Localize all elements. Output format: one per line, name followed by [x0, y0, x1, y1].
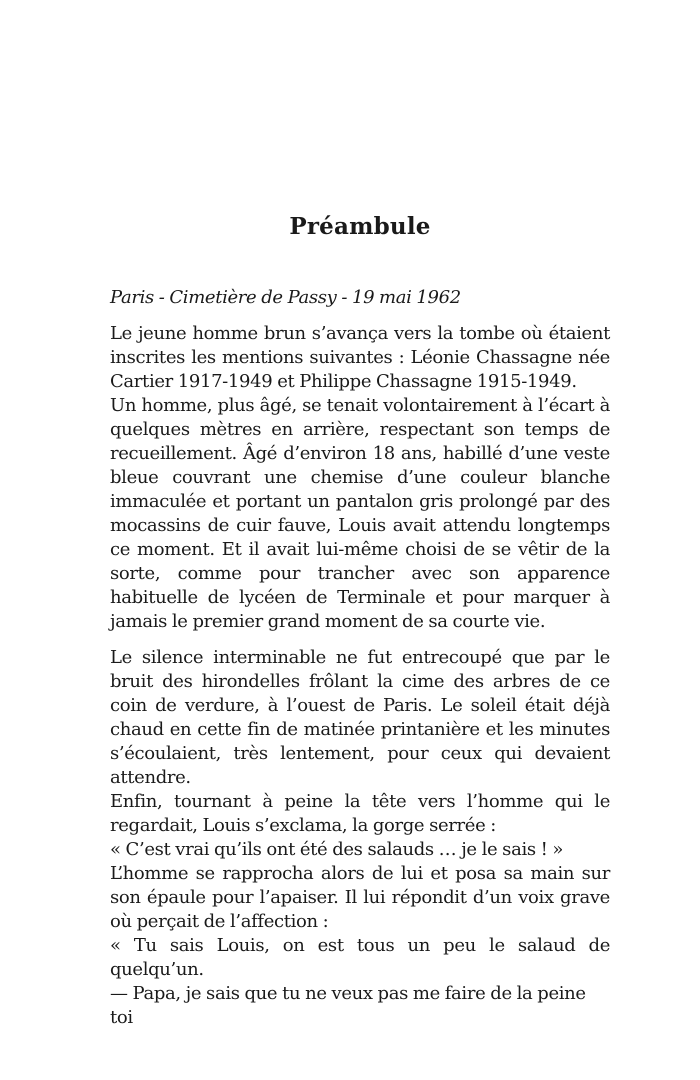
- dateline: Paris - Cimetière de Passy - 19 mai 1962: [110, 287, 461, 308]
- chapter-title: Préambule: [289, 213, 431, 240]
- paragraph: L’homme se rapprocha alors de lui et posa sa main sur son épaule pour l’apaiser. Il lui répondit d’un voix grave où perçait de l’affection :: [110, 863, 610, 932]
- paragraph: Enfin, tournant à peine la tête vers l’homme qui le regardait, Louis s’exclama, la gorge serrée :: [110, 791, 610, 836]
- paragraph: — Papa, je sais que tu ne veux pas me faire de la peine toi: [110, 983, 586, 1028]
- paragraph: Un homme, plus âgé, se tenait volontairement à l’écart à quelques mètres en arrière, respectant son temps de recueillement. Âgé d’environ 18 ans, habillé d’une veste bleue couvrant une chemise d’une couleur blanche immaculée et portant un pantalon gris prolongé par des mocassins de cuir fauve, Louis avait attendu longtemps ce moment. Et il avait lui-même choisi de se vêtir de la sorte, comme pour trancher avec son apparence habituelle de lycéen de Terminale et pour marquer à jamais le premier grand moment de sa courte vie.: [110, 395, 610, 632]
- paragraph: « Tu sais Louis, on est tous un peu le salaud de quelqu’un.: [110, 935, 610, 980]
- paragraph: « C’est vrai qu’ils ont été des salauds … je le sais ! »: [110, 839, 564, 860]
- paragraph: Le silence interminable ne fut entrecoupé que par le bruit des hirondelles frôlant la cime des arbres de ce coin de verdure, à l’ouest de Paris. Le soleil était déjà chaud en cette fin de matinée printanière et les minutes s’écoulaient, très lentement, pour ceux qui devaient attendre.: [110, 647, 610, 788]
- chapter-body: [110, 286, 610, 1030]
- paragraph: Le jeune homme brun s’avança vers la tombe où étaient inscrites les mentions suivantes : Léonie Chassagne née Cartier 1917-1949 et Philippe Chassagne 1915-1949.: [110, 323, 610, 392]
